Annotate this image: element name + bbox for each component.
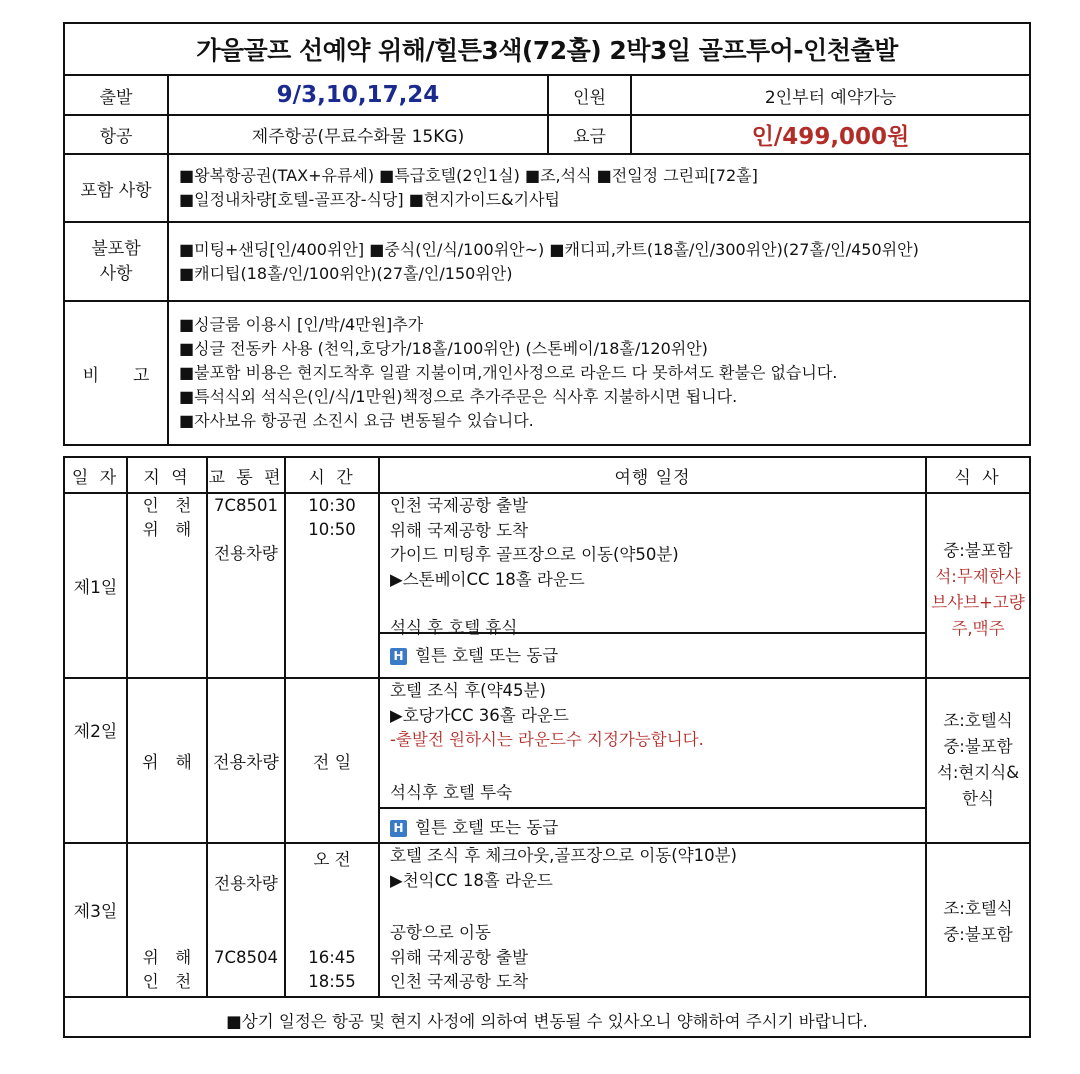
- day-label: 제3일: [73, 901, 118, 922]
- meal-cell: 조:호텔식 중:불포함: [943, 899, 1013, 944]
- excluded-line: ■미팅+샌딩[인/400위안] ■중식(인/식/100위안~) ■캐디피,카트(18홀/인/300위안)(27홀/인/450위안): [179, 239, 919, 259]
- flight-number: 7C8504: [213, 948, 278, 967]
- remark-line: ■자사보유 항공권 소진시 요금 변동될수 있습니다.: [179, 411, 534, 430]
- departure-dates: 9/3,10,17,24: [169, 76, 549, 116]
- remarks-label: 비 고: [65, 302, 169, 444]
- page-title: 가을골프 선예약 위해/힐튼3색(72홀) 2박3일 골프투어-인천출발: [65, 24, 1029, 76]
- people-label: 인원: [549, 76, 632, 116]
- schedule-warning: -출발전 원하시는 라운드수 지정가능합니다.: [390, 730, 704, 749]
- header-day: 일 자: [71, 467, 120, 488]
- tour-info-table: [63, 22, 1031, 446]
- schedule-cell: 호텔 조식 후 체크아웃,골프장으로 이동(약10분) ▶천익CC 18홀 라운드 공항으로 이동 위해 국제공항 출발 인천 국제공항 도착: [390, 846, 737, 991]
- header-schedule: 여행 일정: [614, 467, 691, 488]
- excluded-list: [169, 223, 1029, 302]
- hotel-icon: H: [390, 820, 407, 837]
- remark-line: ■불포함 비용은 현지도착후 일괄 지불이며,개인사정으로 라운드 다 못하셔도 환불은 없습니다.: [179, 363, 838, 382]
- excluded-line: ■캐디팁(18홀/인/100위안)(27홀/인/150위안): [179, 263, 513, 283]
- price-label: 요금: [549, 116, 632, 155]
- day-label: 제1일: [73, 578, 118, 598]
- remark-line: ■싱글룸 이용시 [인/박/4만원]추가: [179, 315, 424, 334]
- region-cell: 위 해 인 천: [142, 948, 192, 991]
- hotel-line: H 힐튼 호텔 또는 동급: [390, 644, 558, 668]
- included-line: ■일정내차량[호텔-골프장-식당] ■현지가이드&기사팁: [179, 190, 560, 209]
- schedule-cell: 인천 국제공항 출발 위해 국제공항 도착 가이드 미팅후 골프장으로 이동(약50분) ▶스톤베이CC 18홀 라운드 석식 후 호텔 휴식: [390, 496, 679, 637]
- region-cell: 위 해: [142, 753, 192, 773]
- footer-note: ■상기 일정은 항공 및 현지 사정에 의하여 변동될 수 있사오니 양해하여 주시기 바랍니다.: [226, 1012, 868, 1031]
- transport-cell: 전용차량: [213, 753, 279, 773]
- time-morning: 오 전: [313, 850, 351, 869]
- schedule-cell: 호텔 조식 후(약45분) ▶호당가CC 36홀 라운드 -출발전 원하시는 라운드수 지정가능합니다. 석식후 호텔 투숙: [390, 679, 920, 805]
- header-transport: 교 통 편: [208, 467, 284, 488]
- header-meal: 식 사: [954, 467, 1002, 488]
- airline-value: 제주항공(무료수화물 15KG): [169, 116, 549, 155]
- itinerary-table: [63, 456, 1031, 1038]
- people-value: 2인부터 예약가능: [632, 76, 1029, 116]
- included-list: [169, 155, 1029, 223]
- time-cell: 16:45 18:55: [308, 948, 356, 991]
- hotel-icon: H: [390, 648, 407, 665]
- meal-cell: 중:불포함 석:무제한샤 브샤브+고량 주,맥주: [931, 541, 1025, 638]
- day-label: 제2일: [73, 721, 118, 742]
- time-cell: 10:30 10:50: [308, 496, 356, 539]
- included-label: 포함 사항: [65, 155, 169, 223]
- meal-cell: 조:호텔식 중:불포함 석:현지식& 한식: [936, 711, 1020, 808]
- departure-label: 출발: [65, 76, 169, 116]
- header-region: 지 역: [143, 467, 191, 488]
- transport-cell: 7C8501 전용차량: [213, 496, 278, 563]
- remark-line: ■싱글 전동카 사용 (천익,호당가/18홀/100위안) (스톤베이/18홀/120위안): [179, 339, 708, 358]
- transport-car: 전용차량: [214, 874, 278, 893]
- airline-label: 항공: [65, 116, 169, 155]
- hotel-line: H 힐튼 호텔 또는 동급: [390, 816, 558, 840]
- time-cell: 전 일: [312, 753, 352, 773]
- included-line: ■왕복항공권(TAX+유류세) ■특급호텔(2인1실) ■조,석식 ■전일정 그린피[72홀]: [179, 166, 758, 185]
- remarks-list: [169, 302, 1029, 444]
- price-value: 인/499,000원: [632, 116, 1029, 155]
- region-cell: 인 천 위 해: [142, 496, 192, 539]
- remark-line: ■특석식외 석식은(인/식/1만원)책정으로 추가주문은 식사후 지불하시면 됩니다.: [179, 387, 738, 406]
- header-time: 시 간: [308, 467, 356, 488]
- excluded-label: 불포함 사항: [65, 223, 169, 302]
